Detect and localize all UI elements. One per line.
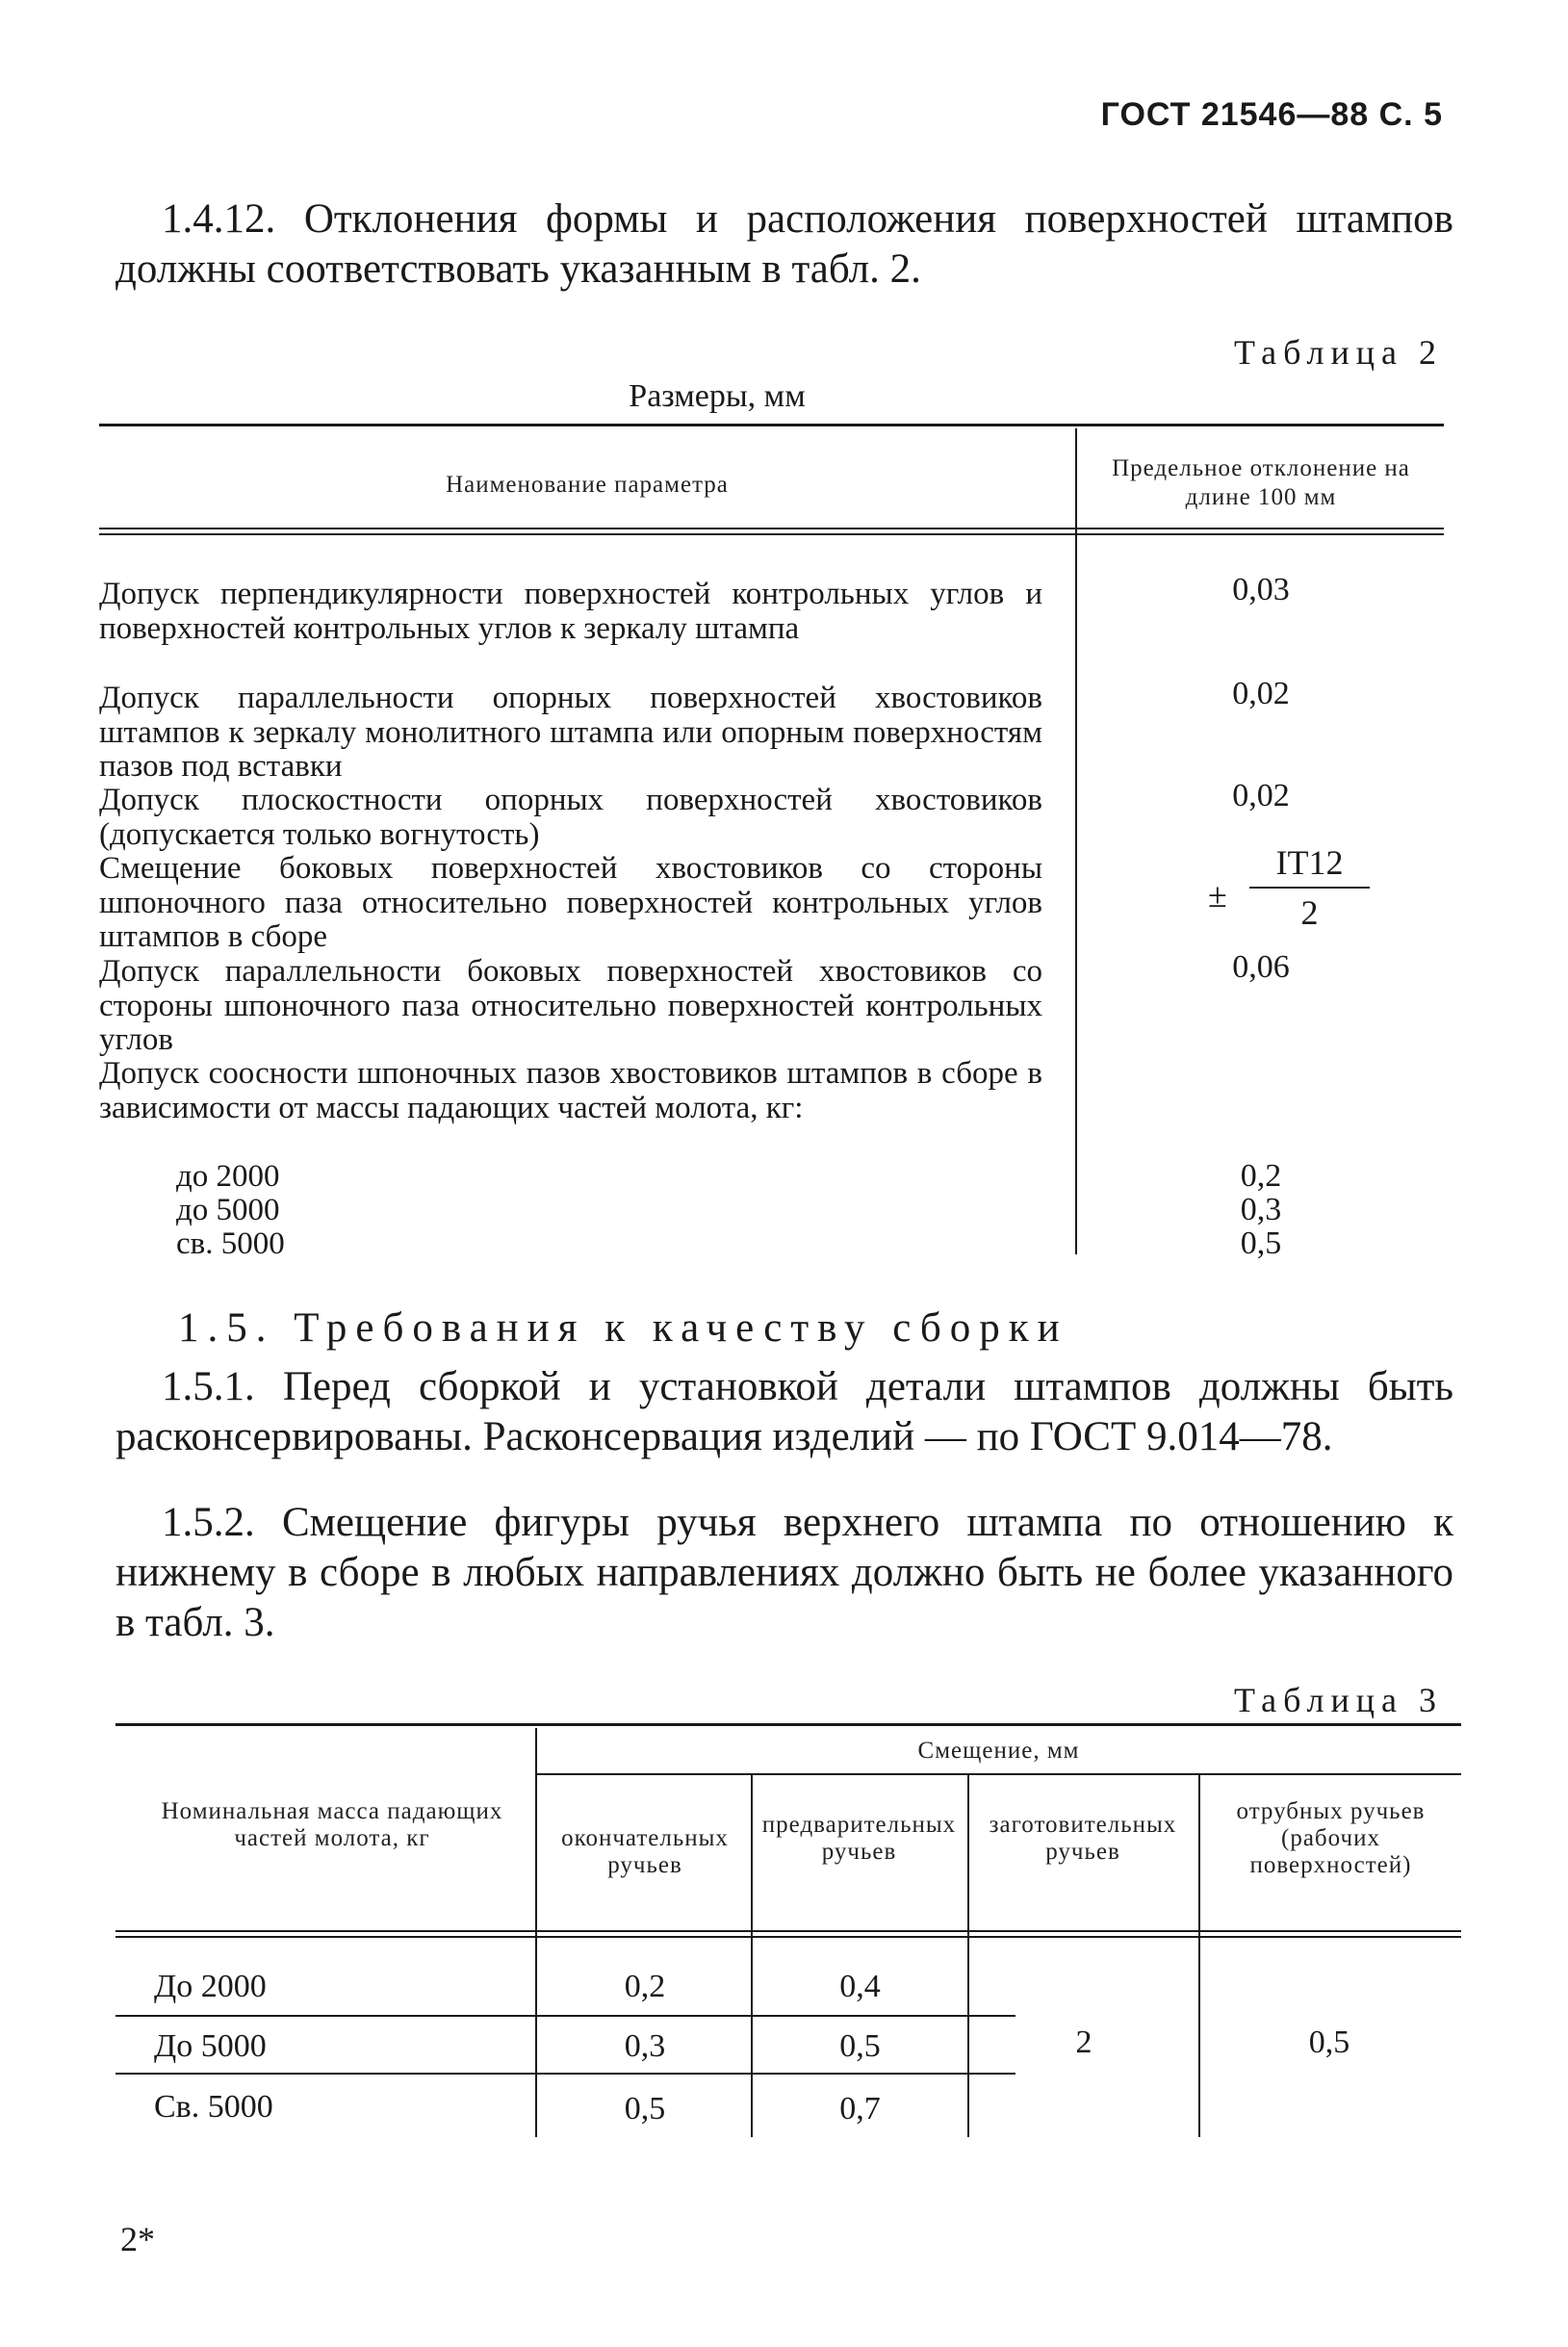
table-2-units: Размеры, мм bbox=[629, 378, 806, 414]
table-3-row-rule bbox=[116, 2073, 1015, 2075]
fraction-denominator: 2 bbox=[1300, 893, 1319, 932]
section-title-1-5: 1.5. Требования к качеству сборки bbox=[178, 1305, 1068, 1351]
table-2-subrow-label: св. 5000 bbox=[176, 1226, 285, 1261]
table-3-row-mass: До 5000 bbox=[154, 2028, 267, 2064]
table-2-row-param: Допуск параллельности опорных поверхностей хвостовиков штампов к зеркалу монолитного штампа или опорным поверхностям пазов под вставки bbox=[99, 681, 1042, 784]
table-2-fraction-value bbox=[1088, 842, 1434, 932]
table-3-column-divider bbox=[967, 1775, 969, 2137]
page-header: ГОСТ 21546—88 С. 5 bbox=[1100, 96, 1443, 133]
paragraph-1-4-12: 1.4.12. Отклонения формы и расположения поверхностей штампов должны соответствовать указанным в табл. 2. bbox=[116, 196, 1453, 292]
plus-minus-sign: ± bbox=[1208, 876, 1227, 915]
table-3-row-final: 0,3 bbox=[624, 2028, 666, 2064]
table-2-subrow-value: 0,5 bbox=[1240, 1225, 1282, 1261]
table-2-subrow-value: 0,3 bbox=[1240, 1192, 1282, 1227]
paragraph-1-5-1: 1.5.1. Перед сборкой и установкой детали штампов должны быть расконсервированы. Расконсервация изделий — по ГОСТ 9.014—78. bbox=[116, 1364, 1453, 1459]
table-2-caption: Таблица 2 bbox=[1234, 333, 1443, 372]
table-2-row-value: 0,02 bbox=[1232, 778, 1290, 813]
table-2-row-param: Смещение боковых поверхностей хвостовиков со стороны шпоночного паза относительно поверхностей контрольных углов штампов в сборе bbox=[99, 851, 1042, 954]
table-3-row-mass: До 2000 bbox=[154, 1969, 267, 2004]
table-2-row-value: 0,02 bbox=[1232, 676, 1290, 711]
table-2-header-param: Наименование параметра bbox=[446, 472, 729, 498]
table-2-top-rule bbox=[99, 424, 1444, 426]
table-3-header-rule bbox=[116, 1930, 1461, 1932]
table-3-header-group: Смещение, мм bbox=[917, 1738, 1080, 1764]
table-3-row-final: 0,2 bbox=[624, 1969, 666, 2004]
table-3-row-prelim: 0,7 bbox=[839, 2091, 881, 2127]
table-2-header-deviation: Предельное отклонение на длине 100 мм bbox=[1112, 455, 1410, 510]
table-2-row-param: Допуск соосности шпоночных пазов хвостовиков штампов в сборе в зависимости от массы падающих частей молота, кг: bbox=[99, 1056, 1042, 1125]
table-3-column-divider bbox=[535, 1728, 537, 2137]
table-2-header-rule-2 bbox=[99, 533, 1444, 535]
table-3-column-divider bbox=[751, 1775, 753, 2137]
table-3-subheader: заготовительных ручьев bbox=[989, 1812, 1177, 1865]
table-2-column-divider bbox=[1075, 428, 1077, 1254]
paragraph-1-5-2: 1.5.2. Смещение фигуры ручья верхнего штампа по отношению к нижнему в сборе в любых направлениях должно быть не более указанного в табл. 3. bbox=[116, 1500, 1453, 1645]
table-2-subrow-label: до 5000 bbox=[176, 1193, 280, 1227]
table-3-group-rule bbox=[537, 1773, 1461, 1775]
table-2-row-value: 0,03 bbox=[1232, 572, 1290, 607]
table-3-row-final: 0,5 bbox=[624, 2091, 666, 2127]
table-3-blank-value: 2 bbox=[1075, 2025, 1092, 2060]
table-2-header-rule bbox=[99, 528, 1444, 529]
table-3-cutting-value: 0,5 bbox=[1308, 2025, 1350, 2060]
table-3-row-mass: Св. 5000 bbox=[154, 2089, 273, 2125]
table-3-header-rule-2 bbox=[116, 1936, 1461, 1938]
table-3-subheader: окончательных ручьев bbox=[561, 1825, 729, 1878]
table-2-subrow-label: до 2000 bbox=[176, 1159, 280, 1194]
table-3-header-mass: Номинальная масса падающих частей молота, кг bbox=[161, 1798, 503, 1851]
table-2-subrow-value: 0,2 bbox=[1240, 1158, 1282, 1194]
table-2-row-param: Допуск перпендикулярности поверхностей контрольных углов и поверхностей контрольных углов к зеркалу штампа bbox=[99, 577, 1042, 646]
fraction-bar bbox=[1249, 887, 1370, 889]
table-3-row-prelim: 0,5 bbox=[839, 2028, 881, 2064]
fraction-numerator: IT12 bbox=[1275, 843, 1344, 882]
table-3-subheader: предварительных ручьев bbox=[761, 1812, 957, 1865]
table-3-top-rule bbox=[116, 1723, 1461, 1726]
table-3-row-prelim: 0,4 bbox=[839, 1969, 881, 2004]
table-3-subheader: отрубных ручьев (рабочих поверхностей) bbox=[1236, 1798, 1426, 1878]
table-3-caption: Таблица 3 bbox=[1234, 1681, 1443, 1719]
table-3-row-rule bbox=[116, 2015, 1015, 2017]
table-2-row-param: Допуск плоскостности опорных поверхностей хвостовиков (допускается только вогнутость) bbox=[99, 783, 1042, 852]
table-3-column-divider bbox=[1198, 1775, 1200, 2137]
sheet-signature-mark: 2* bbox=[120, 2220, 155, 2258]
table-2-row-param: Допуск параллельности боковых поверхностей хвостовиков со стороны шпоночного паза относительно поверхностей контрольных углов bbox=[99, 954, 1042, 1057]
table-2-row-value: 0,06 bbox=[1232, 949, 1290, 985]
